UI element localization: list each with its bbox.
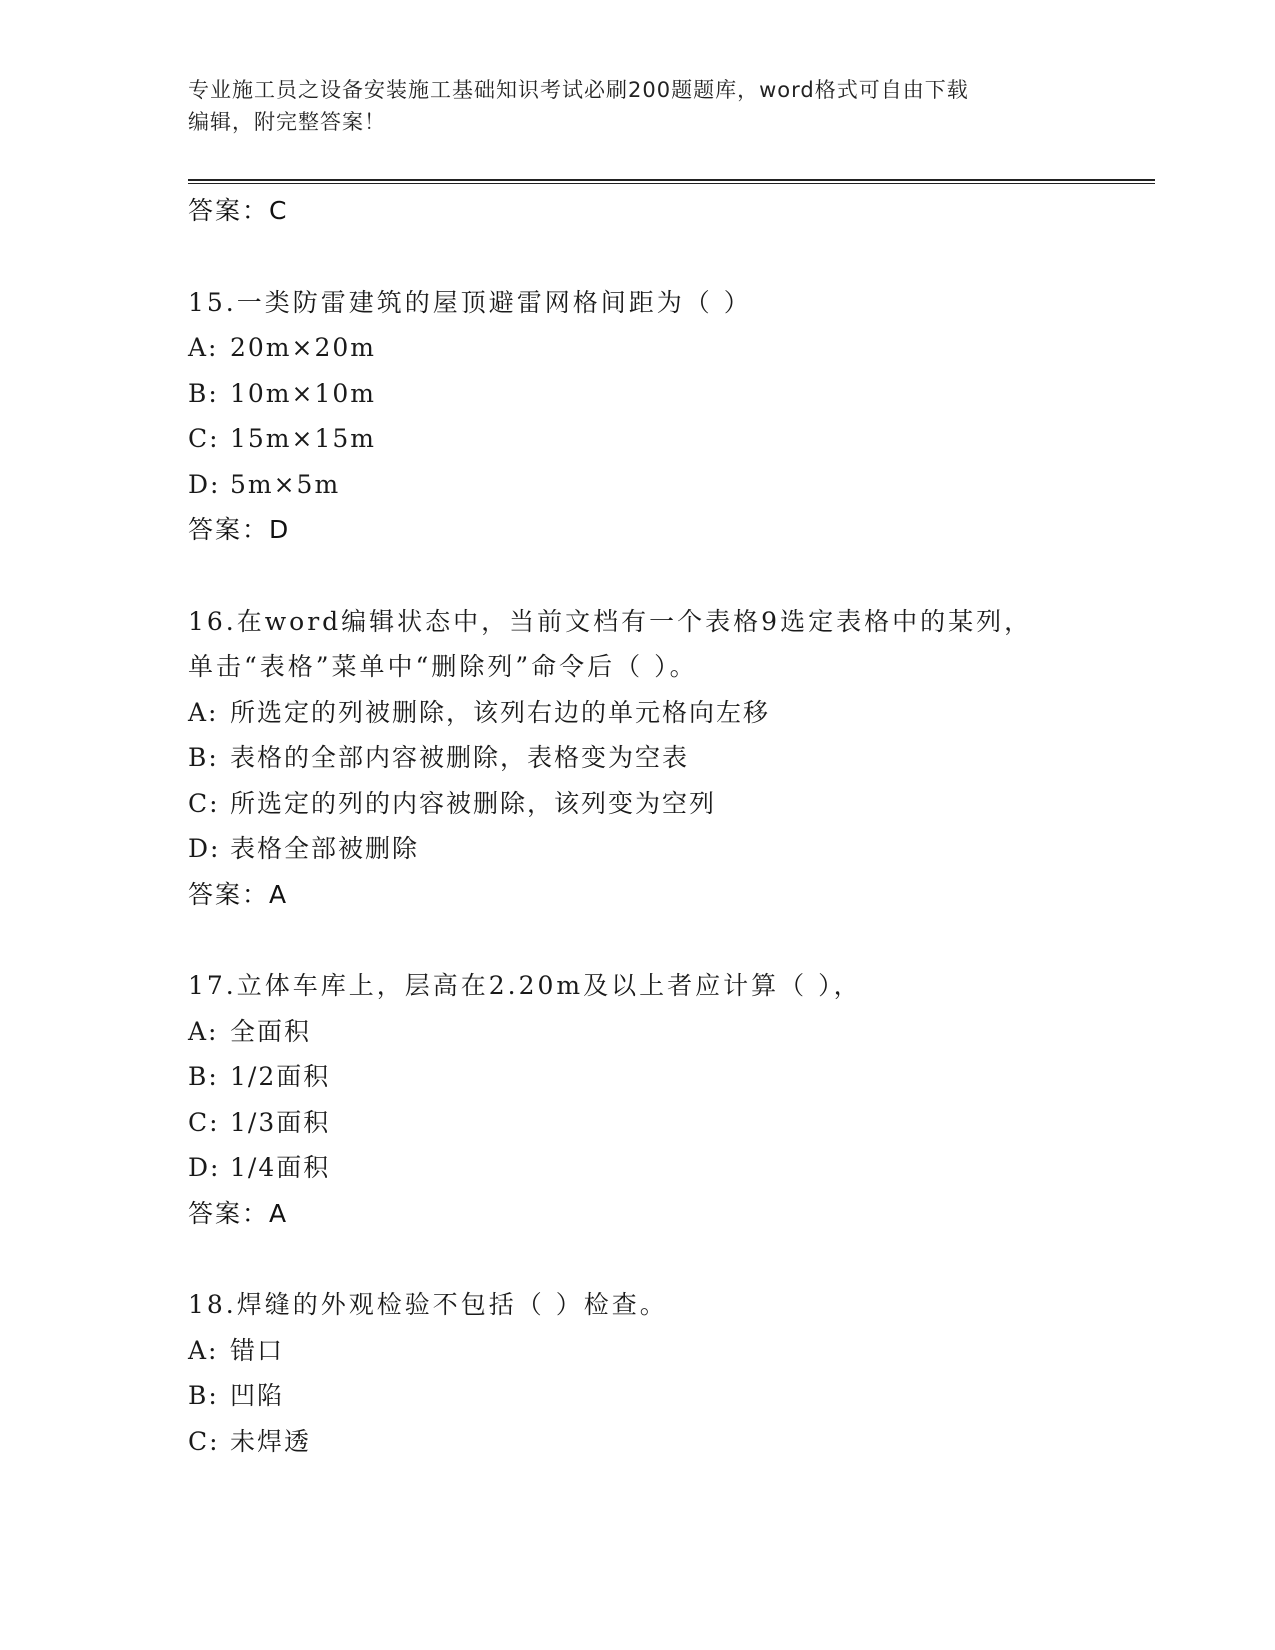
question-title: 16.在word编辑状态中，当前文档有一个表格9选定表格中的某列， (188, 606, 1033, 636)
header-divider-thick (188, 179, 1155, 181)
option-text: 所选定的列被删除，该列右边的单元格向左移 (230, 697, 771, 727)
option-prefix: A: (188, 1016, 219, 1046)
question-title: 18.焊缝的外观检验不包括（ ）检查。 (188, 1290, 668, 1319)
option-prefix: A: (188, 1335, 219, 1365)
header-title-line-2: 编辑，附完整答案！ (188, 110, 386, 134)
question-block (188, 1282, 1088, 1464)
option-a (188, 1009, 1088, 1055)
option-c (188, 416, 1088, 462)
option-text: 15m×15m (230, 424, 376, 453)
option-prefix: D: (188, 469, 221, 499)
option-a (188, 325, 1088, 371)
option-c (188, 1100, 1088, 1146)
document-header (188, 74, 1088, 138)
option-text: 全面积 (230, 1016, 312, 1046)
option-text: 错口 (230, 1335, 285, 1365)
option-b (188, 1373, 1088, 1419)
option-c (188, 1419, 1088, 1465)
option-text: 1/2面积 (230, 1062, 331, 1091)
option-prefix: D: (188, 834, 221, 863)
question-title: 17.立体车库上，层高在2.20m及以上者应计算（ ）， (188, 971, 862, 1000)
option-c (188, 781, 1088, 827)
option-text: 20m×20m (230, 333, 376, 362)
answer-line: 答案：C (188, 196, 289, 225)
header-title-line-1: 专业施工员之设备安装施工基础知识考试必刷200题题库，word格式可自由下载 (188, 78, 969, 102)
option-d (188, 826, 1088, 872)
question-block (188, 963, 1088, 1236)
option-prefix: C: (188, 788, 220, 818)
option-prefix: B: (188, 1381, 219, 1410)
option-prefix: B: (188, 1062, 219, 1091)
option-d (188, 1145, 1088, 1191)
spacer (188, 553, 1088, 599)
option-prefix: C: (188, 1426, 220, 1456)
option-d (188, 462, 1088, 508)
option-text: 10m×10m (230, 378, 376, 408)
option-text: 表格全部被删除 (230, 834, 420, 863)
option-b (188, 1054, 1088, 1100)
spacer (188, 917, 1088, 963)
question-list (188, 188, 1088, 1464)
option-prefix: B: (188, 743, 219, 772)
option-prefix: D: (188, 1153, 221, 1182)
option-b (188, 735, 1088, 781)
question-title-continued: 单击“表格”菜单中“删除列”命令后（ ）。 (188, 652, 698, 681)
option-text: 5m×5m (230, 469, 341, 499)
option-prefix: B: (188, 378, 219, 408)
option-text: 凹陷 (230, 1381, 285, 1410)
option-prefix: A: (188, 333, 219, 362)
option-b (188, 371, 1088, 417)
option-prefix: A: (188, 697, 219, 727)
option-prefix: C: (188, 424, 220, 453)
question-block (188, 599, 1088, 918)
answer-line: 答案：D (188, 515, 291, 544)
question-block (188, 280, 1088, 553)
answer-line: 答案：A (188, 1198, 289, 1228)
option-text: 1/3面积 (230, 1107, 331, 1137)
answer-line: 答案：A (188, 879, 289, 909)
option-a (188, 1328, 1088, 1374)
header-divider-thin (188, 183, 1155, 184)
question-title: 15.一类防雷建筑的屋顶避雷网格间距为（ ） (188, 287, 752, 317)
spacer (188, 1236, 1088, 1282)
spacer (188, 234, 1088, 280)
option-prefix: C: (188, 1107, 220, 1137)
option-text: 表格的全部内容被删除，表格变为空表 (230, 743, 690, 772)
option-text: 所选定的列的内容被删除，该列变为空列 (230, 788, 717, 818)
option-a (188, 690, 1088, 736)
option-text: 1/4面积 (230, 1153, 331, 1182)
option-text: 未焊透 (230, 1426, 312, 1456)
